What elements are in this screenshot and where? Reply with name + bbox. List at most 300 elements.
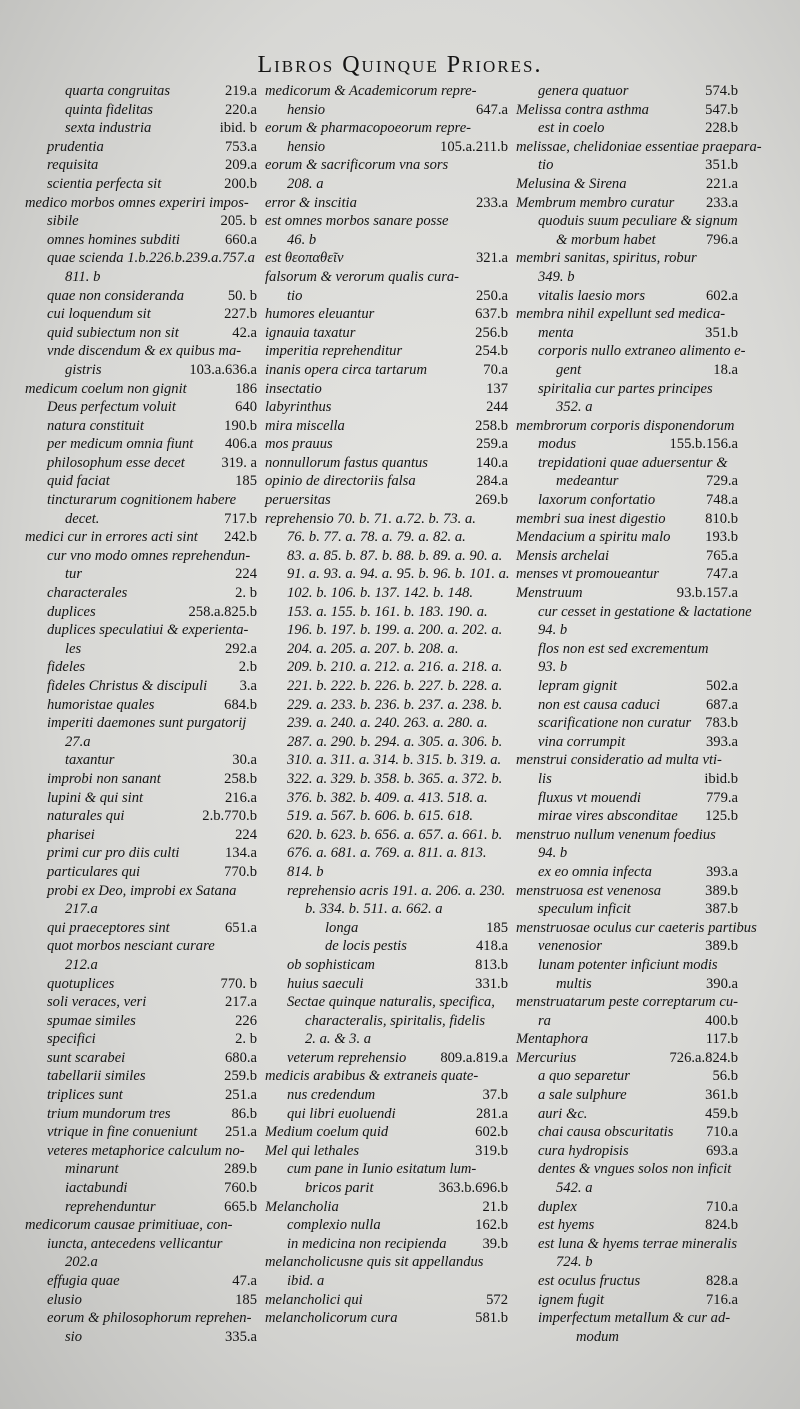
entry-text: quot morbos nesciant curare xyxy=(47,938,215,955)
index-entry xyxy=(25,1291,257,1310)
page-reference: 185 xyxy=(235,473,257,490)
index-entry xyxy=(25,1328,257,1347)
index-entry xyxy=(265,900,508,919)
entry-text: membri sua inest digestio xyxy=(516,510,666,527)
entry-text: imperfectum metallum & cur ad- xyxy=(538,1310,731,1327)
entry-text: ibid. a xyxy=(287,1273,325,1289)
index-entry xyxy=(265,194,508,213)
entry-text: laxorum confortatio xyxy=(538,492,656,509)
page-reference: 547.b xyxy=(705,101,738,118)
entry-text: longa xyxy=(325,919,359,936)
index-entry xyxy=(25,249,257,268)
entry-text: humores eleuantur xyxy=(265,306,375,323)
entry-text: naturales qui xyxy=(47,808,125,825)
page-reference: 70.a xyxy=(483,361,508,378)
index-entry xyxy=(516,584,738,603)
entry-text: requisita xyxy=(47,157,99,174)
page-reference: 251.a xyxy=(224,1087,257,1104)
index-entry xyxy=(265,993,508,1012)
page-reference: 351.b xyxy=(705,157,738,174)
index-entry xyxy=(265,1012,508,1031)
index-entry xyxy=(265,528,508,547)
page-reference: 390.a xyxy=(705,975,738,992)
entry-text: quae scienda 1.b.226.b.239.a.757.a xyxy=(47,250,255,267)
index-entry xyxy=(25,937,257,956)
index-entry xyxy=(265,1123,508,1142)
entry-text: duplex xyxy=(538,1198,577,1215)
index-entry xyxy=(265,1160,508,1179)
entry-text: est hyems xyxy=(538,1217,595,1234)
index-entry xyxy=(25,1235,257,1254)
entry-text: reprehensio 70. b. 71. a.72. b. 73. a. xyxy=(265,510,476,527)
index-entry xyxy=(265,101,508,120)
entry-text: pharisei xyxy=(47,826,95,843)
index-entry xyxy=(25,82,257,101)
index-column-3 xyxy=(516,82,762,1404)
page-reference: 258.a.825.b xyxy=(188,603,257,620)
page-reference: 224 xyxy=(235,826,257,843)
page-reference: 221.a xyxy=(705,175,738,192)
index-entry xyxy=(25,658,257,677)
entry-text: hensio xyxy=(287,101,326,118)
index-entry xyxy=(25,528,257,547)
index-entry xyxy=(265,231,508,250)
index-entry xyxy=(516,1142,738,1161)
entry-text: membra nihil expellunt sed medica- xyxy=(516,306,726,323)
index-entry xyxy=(25,268,257,287)
entry-text: 208. a xyxy=(287,175,324,192)
index-entry xyxy=(25,844,257,863)
page-reference: 258.b xyxy=(224,770,257,787)
index-entry xyxy=(516,156,738,175)
entry-text: venenosior xyxy=(538,938,603,955)
page-reference: 18.a xyxy=(713,361,738,378)
page-reference: 242.b xyxy=(224,529,257,546)
page-reference: 765.a xyxy=(705,547,738,564)
page-reference: 205. b xyxy=(220,213,257,230)
index-entry xyxy=(516,751,738,770)
page-reference: 660.a xyxy=(224,231,257,248)
index-entry xyxy=(265,380,508,399)
entry-text: a quo separetur xyxy=(538,1068,630,1085)
index-entry xyxy=(25,1160,257,1179)
entry-text: fideles xyxy=(47,659,86,676)
page-reference: 284.a xyxy=(475,473,508,490)
entry-text: menstruosa est venenosa xyxy=(516,882,662,899)
index-entry xyxy=(265,175,508,194)
index-entry xyxy=(265,714,508,733)
page-reference: 331.b xyxy=(475,975,508,992)
index-entry xyxy=(25,231,257,250)
entry-text: 814. b xyxy=(287,863,324,880)
entry-text: inanis opera circa tartarum xyxy=(265,361,428,378)
entry-text: tio xyxy=(538,157,554,174)
index-entry xyxy=(25,770,257,789)
page-reference: 224 xyxy=(235,566,257,583)
entry-text: menses vt promoueantur xyxy=(516,566,659,583)
entry-text: tabellarii similes xyxy=(47,1068,146,1085)
page-reference: 292.a xyxy=(224,640,257,657)
index-entry xyxy=(516,528,738,547)
page-reference: 361.b xyxy=(705,1087,738,1104)
page-reference: 259.a xyxy=(475,436,508,453)
index-entry xyxy=(25,1012,257,1031)
index-entry xyxy=(265,398,508,417)
page-reference: 783.b xyxy=(705,715,738,732)
page-reference: 393.a xyxy=(705,863,738,880)
index-entry xyxy=(516,1160,738,1179)
page-reference: 726.a.824.b xyxy=(669,1049,738,1066)
entry-text: est omnes morbos sanare posse xyxy=(265,213,449,230)
index-entry xyxy=(25,175,257,194)
index-entry xyxy=(516,565,738,584)
index-entry xyxy=(25,696,257,715)
entry-text: est θεοπαθεῖν xyxy=(265,250,344,267)
entry-text: qui praeceptores sint xyxy=(47,919,170,936)
index-entry xyxy=(516,1235,738,1254)
entry-text: mirae vires absconditae xyxy=(538,808,678,825)
index-entry xyxy=(516,603,752,622)
index-entry xyxy=(516,287,738,306)
index-entry xyxy=(265,361,508,380)
index-entry xyxy=(25,491,257,510)
index-entry xyxy=(516,1012,738,1031)
entry-text: non est causa caduci xyxy=(538,696,660,713)
page-reference: ibid.b xyxy=(704,770,738,787)
index-entry xyxy=(265,1272,508,1291)
index-entry xyxy=(516,361,738,380)
entry-text: eorum & philosophorum reprehen- xyxy=(47,1310,252,1327)
page-reference: 828.a xyxy=(705,1273,738,1289)
page-reference: 219.a xyxy=(224,83,257,99)
index-entry xyxy=(25,900,257,919)
entry-text: 349. b xyxy=(538,268,575,285)
index-entry xyxy=(25,1198,257,1217)
entry-text: omnes homines subditi xyxy=(47,231,180,248)
entry-text: peruersitas xyxy=(265,492,331,509)
page-reference: 710.a xyxy=(705,1198,738,1215)
entry-text: 102. b. 106. b. 137. 142. b. 148. xyxy=(287,585,474,602)
entry-text: ignauia taxatur xyxy=(265,324,356,341)
index-entry xyxy=(516,380,738,399)
index-entry xyxy=(516,1253,738,1272)
entry-text: cura hydropisis xyxy=(538,1142,629,1159)
page-reference: 289.b xyxy=(224,1161,257,1178)
index-entry xyxy=(25,956,257,975)
page-reference: 162.b xyxy=(475,1217,508,1234)
page-reference: 684.b xyxy=(224,696,257,713)
entry-text: 91. a. 93. a. 94. a. 95. b. 96. b. 101. a. xyxy=(287,566,510,583)
entry-text: imperitia reprehenditur xyxy=(265,343,403,360)
entry-text: 352. a xyxy=(556,399,593,416)
entry-text: ob sophisticam xyxy=(287,956,375,973)
page-reference: 400.b xyxy=(705,1012,738,1029)
index-entry xyxy=(516,454,738,473)
index-entry xyxy=(265,547,508,566)
entry-text: Melancholia xyxy=(265,1198,339,1215)
entry-text: est oculus fructus xyxy=(538,1273,641,1289)
index-entry xyxy=(265,1216,508,1235)
entry-text: veterum reprehensio xyxy=(287,1049,407,1066)
entry-text: mira miscella xyxy=(265,417,345,434)
index-entry xyxy=(265,956,508,975)
index-entry xyxy=(265,621,508,640)
page-reference: 406.a xyxy=(224,436,257,453)
entry-text: 811. b xyxy=(65,268,101,285)
index-entry xyxy=(25,584,257,603)
index-entry xyxy=(265,417,508,436)
entry-text: medici cur in errores acti sint xyxy=(25,529,198,546)
page-reference: 105.a.211.b xyxy=(440,138,508,155)
index-entry xyxy=(516,472,738,491)
index-entry xyxy=(25,342,257,361)
entry-text: triplices sunt xyxy=(47,1087,123,1104)
index-entry xyxy=(25,212,257,231)
index-entry xyxy=(25,510,257,529)
entry-text: genera quatuor xyxy=(538,83,629,99)
page-reference: 389.b xyxy=(705,938,738,955)
page-reference: 796.a xyxy=(705,231,738,248)
page-reference: 716.a xyxy=(705,1291,738,1308)
entry-text: 83. a. 85. b. 87. b. 88. b. 89. a. 90. a. xyxy=(287,547,503,564)
page-reference: 693.a xyxy=(705,1142,738,1159)
page-reference: 710.a xyxy=(705,1124,738,1141)
entry-text: iactabundi xyxy=(65,1180,128,1197)
entry-text: imperiti daemones sunt purgatorij xyxy=(47,715,247,732)
index-entry xyxy=(25,863,257,882)
entry-text: medicum coelum non gignit xyxy=(25,380,187,397)
index-entry xyxy=(516,677,738,696)
entry-text: melissae, chelidoniae essentiae praepara- xyxy=(516,138,762,155)
entry-text: melancholici qui xyxy=(265,1291,363,1308)
entry-text: modus xyxy=(538,436,577,453)
entry-text: lis xyxy=(538,770,552,787)
page-reference: 459.b xyxy=(705,1105,738,1122)
entry-text: 376. b. 382. b. 409. a. 413. 518. a. xyxy=(287,789,488,806)
index-entry xyxy=(265,1067,508,1086)
page-reference: 2. b xyxy=(235,585,257,602)
index-entry xyxy=(516,844,738,863)
index-entry xyxy=(25,194,257,213)
index-entry xyxy=(25,1105,257,1124)
index-entry xyxy=(516,324,738,343)
entry-text: 542. a xyxy=(556,1180,593,1197)
entry-text: cur vno modo omnes reprehendun- xyxy=(47,547,251,564)
index-entry xyxy=(516,175,738,194)
index-entry xyxy=(516,119,738,138)
index-entry xyxy=(516,1030,738,1049)
page-reference: 256.b xyxy=(475,324,508,341)
entry-text: b. 334. b. 511. a. 662. a xyxy=(305,901,443,918)
entry-text: quoduis suum peculiare & signum xyxy=(538,213,738,230)
page-reference: 228.b xyxy=(705,120,738,137)
page-reference: 680.a xyxy=(224,1049,257,1066)
index-entry xyxy=(265,138,508,157)
entry-text: ignem fugit xyxy=(538,1291,605,1308)
entry-text: 322. a. 329. b. 358. b. 365. a. 372. b. xyxy=(287,770,503,787)
index-entry xyxy=(25,156,257,175)
index-entry xyxy=(516,993,738,1012)
index-entry xyxy=(25,807,257,826)
page-reference: 140.a xyxy=(475,454,508,471)
entry-text: 93. b xyxy=(538,659,568,676)
index-entry xyxy=(25,621,257,640)
index-entry xyxy=(265,156,508,175)
page-reference: 387.b xyxy=(705,901,738,918)
entry-text: quarta congruitas xyxy=(65,83,170,99)
page-reference: 321.a xyxy=(475,250,508,267)
page-reference: 250.a xyxy=(475,287,508,304)
entry-text: lunam potenter inficiunt modis xyxy=(538,956,718,973)
entry-text: speculum inficit xyxy=(538,901,631,918)
index-entry xyxy=(265,603,508,622)
entry-text: spumae similes xyxy=(47,1012,136,1029)
index-entry xyxy=(516,212,738,231)
entry-text: natura constituit xyxy=(47,417,144,434)
page-reference: 581.b xyxy=(475,1310,508,1327)
entry-text: quinta fidelitas xyxy=(65,101,153,118)
page-reference: 2.b.770.b xyxy=(202,808,257,825)
index-entry xyxy=(516,882,738,901)
entry-text: corporis nullo extraneo alimento e- xyxy=(538,343,746,360)
entry-text: 2. a. & 3. a xyxy=(305,1031,372,1048)
index-entry xyxy=(265,677,508,696)
page-reference: 216.a xyxy=(224,789,257,806)
page-reference: 389.b xyxy=(705,882,738,899)
entry-text: minarunt xyxy=(65,1161,119,1178)
page-reference: 227.b xyxy=(224,306,257,323)
entry-text: Mensis archelai xyxy=(516,547,610,564)
entry-text: falsorum & verorum qualis cura- xyxy=(265,268,460,285)
index-entry xyxy=(25,287,257,306)
entry-text: improbi non sanant xyxy=(47,770,161,787)
index-entry xyxy=(25,119,257,138)
index-entry xyxy=(25,1067,257,1086)
page-reference: 2. b xyxy=(235,1031,257,1048)
index-column-2 xyxy=(265,82,508,1404)
index-entry xyxy=(25,305,257,324)
index-entry xyxy=(516,919,757,938)
page-reference: 190.b xyxy=(224,417,257,434)
entry-text: 209. b. 210. a. 212. a. 216. a. 218. a. xyxy=(287,659,503,676)
entry-text: vitalis laesio mors xyxy=(538,287,646,304)
page-reference: 393.a xyxy=(705,733,738,750)
index-entry xyxy=(265,770,508,789)
page-reference: 647.a xyxy=(475,101,508,118)
entry-text: lepram gignit xyxy=(538,678,618,694)
index-entry xyxy=(265,287,508,306)
entry-text: menta xyxy=(538,324,574,341)
index-entry xyxy=(265,975,508,994)
entry-text: melancholicusne quis sit appellandus xyxy=(265,1254,484,1271)
entry-text: Deus perfectum voluit xyxy=(47,399,176,416)
index-entry xyxy=(516,231,738,250)
index-entry xyxy=(265,324,508,343)
entry-text: 212.a xyxy=(65,956,98,973)
index-entry xyxy=(25,640,257,659)
entry-text: 229. a. 233. b. 236. b. 237. a. 238. b. xyxy=(287,696,503,713)
page-reference: 319.b xyxy=(475,1142,508,1159)
index-entry xyxy=(516,305,738,324)
index-entry xyxy=(25,882,257,901)
page-reference: 185 xyxy=(235,1291,257,1308)
entry-text: 310. a. 311. a. 314. b. 315. b. 319. a. xyxy=(287,752,502,769)
page-reference: 193.b xyxy=(705,529,738,546)
entry-text: trepidationi quae aduersentur & xyxy=(538,454,728,471)
page-reference: 3.a xyxy=(239,678,257,694)
index-entry xyxy=(25,733,257,752)
index-column-1 xyxy=(25,82,257,1404)
entry-text: scarificatione non curatur xyxy=(538,715,692,732)
entry-text: Membrum membro curatur xyxy=(516,194,675,211)
index-entry xyxy=(516,696,738,715)
page-reference: 103.a.636.a xyxy=(189,361,257,378)
index-entry xyxy=(516,82,738,101)
index-entry xyxy=(25,1309,257,1328)
page-reference: 717.b xyxy=(224,510,257,527)
entry-text: eorum & sacrificorum vna sors xyxy=(265,157,449,174)
index-entry xyxy=(516,101,738,120)
entry-text: qui libri euoluendi xyxy=(287,1105,396,1122)
entry-text: eorum & pharmacopoeorum repre- xyxy=(265,120,472,137)
index-entry xyxy=(516,1328,738,1347)
page-reference: 747.a xyxy=(705,566,738,583)
index-entry xyxy=(516,770,738,789)
entry-text: primi cur pro diis culti xyxy=(47,845,180,862)
entry-text: quid faciat xyxy=(47,473,110,490)
entry-text: effugia quae xyxy=(47,1273,120,1289)
page-reference: 572 xyxy=(486,1291,508,1308)
entry-text: tincturarum cognitionem habere xyxy=(47,492,237,509)
entry-text: prudentia xyxy=(47,138,104,155)
entry-text: per medicum omnia fiunt xyxy=(47,436,194,453)
entry-text: est luna & hyems terrae mineralis xyxy=(538,1235,738,1252)
entry-text: philosophum esse decet xyxy=(47,454,185,471)
index-entry xyxy=(265,584,508,603)
entry-text: vtrique in fine conueniunt xyxy=(47,1124,198,1141)
entry-text: Mel qui lethales xyxy=(265,1142,360,1159)
entry-text: les xyxy=(65,640,82,657)
page-reference: 30.a xyxy=(232,752,257,769)
page-reference: 574.b xyxy=(705,83,738,99)
index-entry xyxy=(25,417,257,436)
entry-text: gistris xyxy=(65,361,102,378)
index-entry xyxy=(516,1198,738,1217)
entry-text: medico morbos omnes experiri impos- xyxy=(25,194,249,211)
entry-text: Mercurius xyxy=(516,1049,577,1066)
entry-text: membrorum corporis disponendorum xyxy=(516,417,735,434)
index-entry xyxy=(25,1142,257,1161)
index-entry xyxy=(265,826,508,845)
entry-text: vnde discendum & ex quibus ma- xyxy=(47,343,242,360)
page-reference: 254.b xyxy=(475,343,508,360)
index-entry xyxy=(25,454,257,473)
entry-text: menstruatarum peste correptarum cu- xyxy=(516,994,738,1011)
page-reference: 200.b xyxy=(224,175,257,192)
entry-text: ex eo omnia infecta xyxy=(538,863,652,880)
page-reference: 281.a xyxy=(475,1105,508,1122)
entry-text: 196. b. 197. b. 199. a. 200. a. 202. a. xyxy=(287,622,503,639)
index-entry xyxy=(25,1272,257,1291)
entry-text: a sale sulphure xyxy=(538,1087,627,1104)
index-entry xyxy=(265,1179,508,1198)
entry-text: Sectae quinque naturalis, specifica, xyxy=(287,994,495,1011)
page-reference: 244 xyxy=(486,399,508,416)
page-reference: 226 xyxy=(235,1012,257,1029)
entry-text: nonnullorum fastus quantus xyxy=(265,454,428,471)
index-entry xyxy=(516,1049,738,1068)
entry-text: fluxus vt mouendi xyxy=(538,789,641,806)
